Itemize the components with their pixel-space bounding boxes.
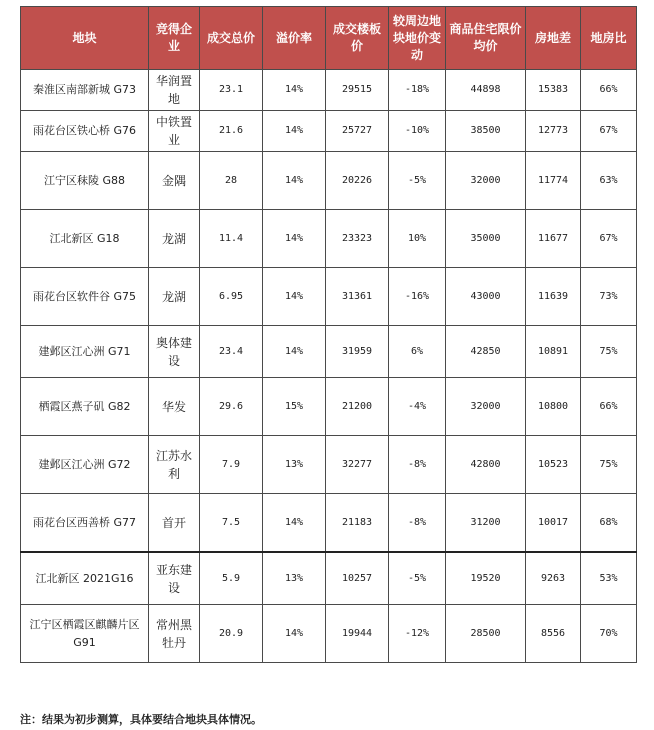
floor-price-cell: 31959 xyxy=(326,326,389,378)
developer-cell: 华发 xyxy=(149,378,200,436)
price-change-cell: 6% xyxy=(389,326,446,378)
parcel-cell: 雨花台区西善桥 G77 xyxy=(21,494,149,553)
price-change-cell: -12% xyxy=(389,605,446,663)
land-ratio-cell: 73% xyxy=(581,268,637,326)
cap-price-cell: 35000 xyxy=(446,210,526,268)
land-ratio-cell: 70% xyxy=(581,605,637,663)
price-change-cell: -10% xyxy=(389,111,446,152)
land-ratio-cell: 66% xyxy=(581,378,637,436)
cap-price-cell: 28500 xyxy=(446,605,526,663)
price-gap-cell: 10017 xyxy=(526,494,581,553)
developer-cell: 中铁置业 xyxy=(149,111,200,152)
price-change-cell: -8% xyxy=(389,436,446,494)
premium-rate-cell: 14% xyxy=(263,326,326,378)
premium-rate-cell: 15% xyxy=(263,378,326,436)
table-row xyxy=(21,326,637,378)
price-change-cell: -8% xyxy=(389,494,446,553)
table-row xyxy=(21,552,637,605)
price-gap-cell: 10523 xyxy=(526,436,581,494)
total-price-cell: 5.9 xyxy=(200,552,263,605)
table-header-row xyxy=(21,7,637,70)
land-auction-table xyxy=(20,6,637,663)
cap-price-cell: 31200 xyxy=(446,494,526,553)
price-gap-cell: 15383 xyxy=(526,70,581,111)
total-price-cell: 6.95 xyxy=(200,268,263,326)
table-row xyxy=(21,605,637,663)
developer-cell: 常州黑牡丹 xyxy=(149,605,200,663)
header-developer: 竞得企业 xyxy=(149,7,200,70)
land-ratio-cell: 66% xyxy=(581,70,637,111)
land-ratio-cell: 67% xyxy=(581,111,637,152)
land-ratio-cell: 53% xyxy=(581,552,637,605)
land-ratio-cell: 68% xyxy=(581,494,637,553)
price-gap-cell: 9263 xyxy=(526,552,581,605)
floor-price-cell: 25727 xyxy=(326,111,389,152)
price-gap-cell: 11677 xyxy=(526,210,581,268)
land-auction-table-container xyxy=(20,6,636,663)
total-price-cell: 23.4 xyxy=(200,326,263,378)
parcel-cell: 江宁区秣陵 G88 xyxy=(21,152,149,210)
developer-cell: 龙湖 xyxy=(149,268,200,326)
header-parcel: 地块 xyxy=(21,7,149,70)
parcel-cell: 栖霞区燕子矶 G82 xyxy=(21,378,149,436)
cap-price-cell: 43000 xyxy=(446,268,526,326)
header-price-gap: 房地差 xyxy=(526,7,581,70)
price-change-cell: -16% xyxy=(389,268,446,326)
price-gap-cell: 10891 xyxy=(526,326,581,378)
total-price-cell: 20.9 xyxy=(200,605,263,663)
premium-rate-cell: 14% xyxy=(263,494,326,553)
parcel-cell: 雨花台区软件谷 G75 xyxy=(21,268,149,326)
floor-price-cell: 21183 xyxy=(326,494,389,553)
header-price-change: 较周边地块地价变动 xyxy=(389,7,446,70)
total-price-cell: 29.6 xyxy=(200,378,263,436)
price-change-cell: -5% xyxy=(389,552,446,605)
price-gap-cell: 8556 xyxy=(526,605,581,663)
header-total-price: 成交总价 xyxy=(200,7,263,70)
floor-price-cell: 29515 xyxy=(326,70,389,111)
land-ratio-cell: 63% xyxy=(581,152,637,210)
table-row xyxy=(21,378,637,436)
floor-price-cell: 20226 xyxy=(326,152,389,210)
table-row xyxy=(21,210,637,268)
price-change-cell: -5% xyxy=(389,152,446,210)
table-row xyxy=(21,494,637,553)
floor-price-cell: 32277 xyxy=(326,436,389,494)
premium-rate-cell: 14% xyxy=(263,111,326,152)
land-ratio-cell: 75% xyxy=(581,436,637,494)
table-row xyxy=(21,111,637,152)
premium-rate-cell: 14% xyxy=(263,152,326,210)
cap-price-cell: 38500 xyxy=(446,111,526,152)
price-gap-cell: 10800 xyxy=(526,378,581,436)
cap-price-cell: 42800 xyxy=(446,436,526,494)
developer-cell: 华润置地 xyxy=(149,70,200,111)
parcel-cell: 雨花台区铁心桥 G76 xyxy=(21,111,149,152)
price-change-cell: -4% xyxy=(389,378,446,436)
cap-price-cell: 19520 xyxy=(446,552,526,605)
parcel-cell: 江北新区 G18 xyxy=(21,210,149,268)
total-price-cell: 7.5 xyxy=(200,494,263,553)
total-price-cell: 28 xyxy=(200,152,263,210)
developer-cell: 江苏水利 xyxy=(149,436,200,494)
premium-rate-cell: 14% xyxy=(263,70,326,111)
premium-rate-cell: 13% xyxy=(263,436,326,494)
parcel-cell: 江北新区 2021G16 xyxy=(21,552,149,605)
developer-cell: 奥体建设 xyxy=(149,326,200,378)
floor-price-cell: 23323 xyxy=(326,210,389,268)
premium-rate-cell: 14% xyxy=(263,605,326,663)
premium-rate-cell: 14% xyxy=(263,210,326,268)
total-price-cell: 21.6 xyxy=(200,111,263,152)
price-gap-cell: 11774 xyxy=(526,152,581,210)
total-price-cell: 11.4 xyxy=(200,210,263,268)
total-price-cell: 7.9 xyxy=(200,436,263,494)
cap-price-cell: 32000 xyxy=(446,378,526,436)
total-price-cell: 23.1 xyxy=(200,70,263,111)
table-row xyxy=(21,152,637,210)
price-gap-cell: 11639 xyxy=(526,268,581,326)
developer-cell: 龙湖 xyxy=(149,210,200,268)
table-row xyxy=(21,268,637,326)
footnote: 注：结果为初步测算，具体要结合地块具体情况。 xyxy=(20,713,262,726)
header-premium-rate: 溢价率 xyxy=(263,7,326,70)
header-floor-price: 成交楼板价 xyxy=(326,7,389,70)
parcel-cell: 建邺区江心洲 G71 xyxy=(21,326,149,378)
floor-price-cell: 19944 xyxy=(326,605,389,663)
floor-price-cell: 21200 xyxy=(326,378,389,436)
developer-cell: 亚东建设 xyxy=(149,552,200,605)
header-cap-price: 商品住宅限价均价 xyxy=(446,7,526,70)
land-ratio-cell: 75% xyxy=(581,326,637,378)
developer-cell: 首开 xyxy=(149,494,200,553)
parcel-cell: 秦淮区南部新城 G73 xyxy=(21,70,149,111)
cap-price-cell: 42850 xyxy=(446,326,526,378)
parcel-cell: 江宁区栖霞区麒麟片区 G91 xyxy=(21,605,149,663)
price-change-cell: 10% xyxy=(389,210,446,268)
header-land-ratio: 地房比 xyxy=(581,7,637,70)
land-ratio-cell: 67% xyxy=(581,210,637,268)
cap-price-cell: 32000 xyxy=(446,152,526,210)
cap-price-cell: 44898 xyxy=(446,70,526,111)
table-body xyxy=(21,70,637,663)
table-row xyxy=(21,70,637,111)
price-gap-cell: 12773 xyxy=(526,111,581,152)
developer-cell: 金隅 xyxy=(149,152,200,210)
price-change-cell: -18% xyxy=(389,70,446,111)
premium-rate-cell: 13% xyxy=(263,552,326,605)
parcel-cell: 建邺区江心洲 G72 xyxy=(21,436,149,494)
floor-price-cell: 10257 xyxy=(326,552,389,605)
premium-rate-cell: 14% xyxy=(263,268,326,326)
table-row xyxy=(21,436,637,494)
floor-price-cell: 31361 xyxy=(326,268,389,326)
